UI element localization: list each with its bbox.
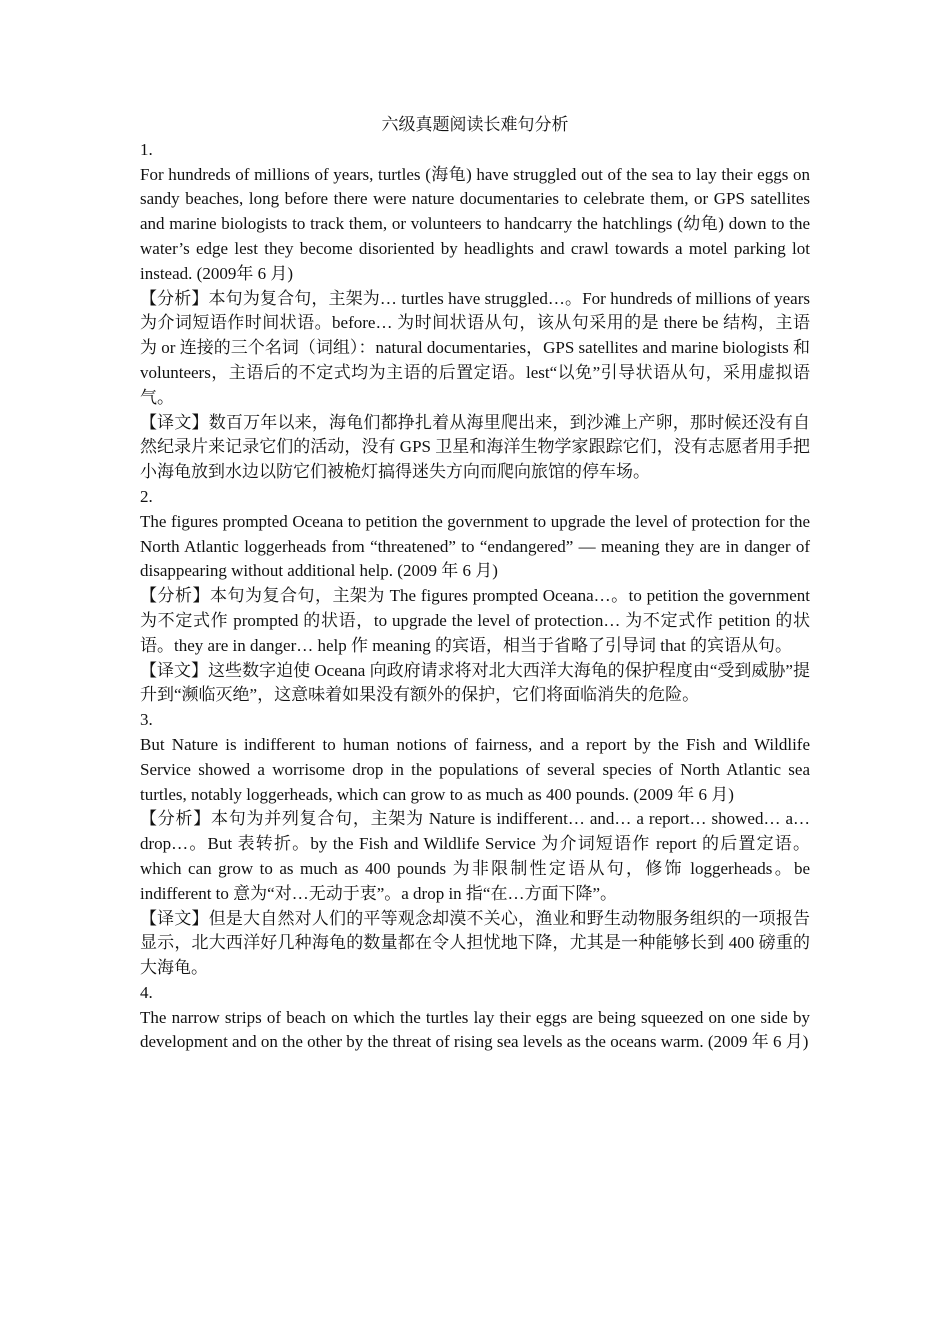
item-4 — [140, 981, 810, 1055]
item-number: 3. — [140, 710, 153, 730]
document-page — [140, 113, 810, 1055]
item-analysis: 【分析】本句为复合句，主架为 The figures prompted Oceana…。to petition the government 为不定式作 prompted 的状语，to upgrade the level of protection… 为不定式作 petition 的状语。they are in danger… help 作 meaning 的宾语，相当于省略了引导词 that 的宾语从句。 — [140, 586, 810, 655]
item-analysis: 【分析】本句为并列复合句，主架为 Nature is indifferent… and… a report… showed… a… drop…。But 表转折。by the Fish and Wildlife Service 为介词短语作 report 的后置定语。which can grow to as much as 400 pounds 为非限制性定语从句，修饰 loggerheads。be indifferent to 意为“对…无动于衷”。a drop in 指“在…方面下降”。 — [140, 809, 810, 903]
item-3 — [140, 708, 810, 981]
item-sentence: But Nature is indifferent to human notions of fairness, and a report by the Fish and Wildlife Service showed a worrisome drop in the populations of several species of North Atlantic sea turtles, notably loggerheads, which can grow to as much as 400 pounds. (2009 年 6 月) — [140, 734, 810, 804]
item-number: 1. — [140, 139, 153, 159]
document-title: 六级真题阅读长难句分析 — [381, 115, 569, 134]
item-sentence: The figures prompted Oceana to petition the government to upgrade the level of protection for the North Atlantic loggerheads from “threatened” to “endangered” — meaning they are in danger of disappearing without additional help. (2009 年 6 月) — [140, 511, 810, 581]
item-1 — [140, 138, 810, 485]
item-translation: 【译文】这些数字迫使 Oceana 向政府请求将对北大西洋大海龟的保护程度由“受到威胁”提升到“濒临灭绝”，这意味着如果没有额外的保护，它们将面临消失的危险。 — [140, 660, 810, 705]
item-sentence: The narrow strips of beach on which the turtles lay their eggs are being squeezed on one side by development and on the other by the threat of rising sea levels as the oceans warm. (2009 年 6 月) — [140, 1007, 810, 1052]
item-translation: 【译文】但是大自然对人们的平等观念却漠不关心，渔业和野生动物服务组织的一项报告显示，北大西洋好几种海龟的数量都在令人担忧地下降，尤其是一种能够长到 400 磅重的大海龟。 — [140, 908, 810, 978]
item-number: 4. — [140, 982, 153, 1002]
item-translation: 【译文】数百万年以来，海龟们都挣扎着从海里爬出来，到沙滩上产卵，那时候还没有自然纪录片来记录它们的活动，没有 GPS 卫星和海洋生物学家跟踪它们，没有志愿者用手把小海龟放到水边以防它们被桅灯搞得迷失方向而爬向旅馆的停车场。 — [140, 412, 810, 482]
item-number: 2. — [140, 486, 153, 506]
item-analysis: 【分析】本句为复合句，主架为… turtles have struggled…。For hundreds of millions of years 为介词短语作时间状语。before… 为时间状语从句，该从句采用的是 there be 结构，主语为 or 连接的三个名词（词组）：natural documentaries，GPS satellites and marine biologists 和 volunteers，主语后的不定式均为主语的后置定语。lest“以免”引导状语从句，采用虚拟语气。 — [140, 288, 810, 407]
item-2 — [140, 485, 810, 708]
item-sentence: For hundreds of millions of years, turtles (海龟) have struggled out of the sea to lay their eggs on sandy beaches, long before there were nature documentaries to celebrate them, or GPS satellites and marine biologists to track them, or volunteers to handcarry the hatchlings (幼龟) down to the water’s edge lest they become disoriented by headlights and crawl towards a motel parking lot instead. (2009年 6 月) — [140, 164, 810, 283]
